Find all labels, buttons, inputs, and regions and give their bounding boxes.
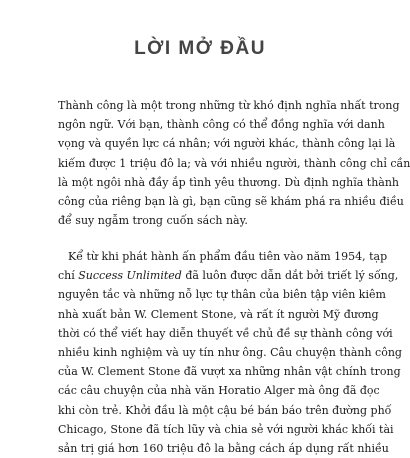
chapter-heading: LỜI MỞ ĐẦU bbox=[134, 38, 266, 59]
text-line: nguyên tắc và những nỗ lực tự thân của biên tập viên kiêm bbox=[58, 288, 386, 302]
text-line: ngôn ngữ. Với bạn, thành công có thể đồng nghĩa với danh bbox=[58, 118, 385, 132]
text-line: chí Success Unlimited đã luôn được dẫn dắt bởi triết lý sống, bbox=[58, 269, 399, 283]
paragraph-2 bbox=[58, 247, 402, 458]
text-line: công của riêng bạn là gì, bạn cũng sẽ khám phá ra nhiều điều bbox=[58, 195, 404, 209]
magazine-title: Success Unlimited bbox=[78, 269, 182, 283]
text-line: vọng và quyền lực cá nhân; với người khác, thành công lại là bbox=[58, 137, 396, 151]
text-line: Chicago, Stone đã tích lũy và chia sẻ với người khác khối tài bbox=[58, 422, 394, 436]
text-line: các câu chuyện của nhà văn Horatio Alger mà ông đã đọc bbox=[58, 384, 380, 398]
text-line: nhiều kinh nghiệm và uy tín như ông. Câu chuyện thành công bbox=[58, 346, 402, 360]
text-line: của W. Clement Stone đã vượt xa những nhân vật chính trong bbox=[58, 365, 401, 379]
text-line: sản trị giá hơn 160 triệu đô la bằng cách áp dụng rất nhiều bbox=[58, 442, 389, 456]
text-line: thời có thể viết hay diễn thuyết về chủ đề sự thành công với bbox=[58, 326, 393, 340]
text-line: khi còn trẻ. Khởi đầu là một cậu bé bán báo trên đường phố bbox=[58, 403, 392, 417]
text-line: là một ngôi nhà đầy ắp tình yêu thương. Dù định nghĩa thành bbox=[58, 175, 399, 189]
text-line: Kể từ khi phát hành ấn phẩm đầu tiên vào năm 1954, tạp bbox=[68, 250, 388, 263]
text-line: Thành công là một trong những từ khó định nghĩa nhất trong bbox=[58, 99, 400, 112]
text-line: để suy ngẫm trong cuốn sách này. bbox=[58, 214, 248, 228]
text-line: nhà xuất bản W. Clement Stone, và rất ít người Mỹ đương bbox=[58, 307, 379, 321]
paragraph-1 bbox=[58, 96, 410, 230]
text-line: kiếm được 1 triệu đô la; và với nhiều người, thành công chỉ cần bbox=[58, 156, 410, 170]
